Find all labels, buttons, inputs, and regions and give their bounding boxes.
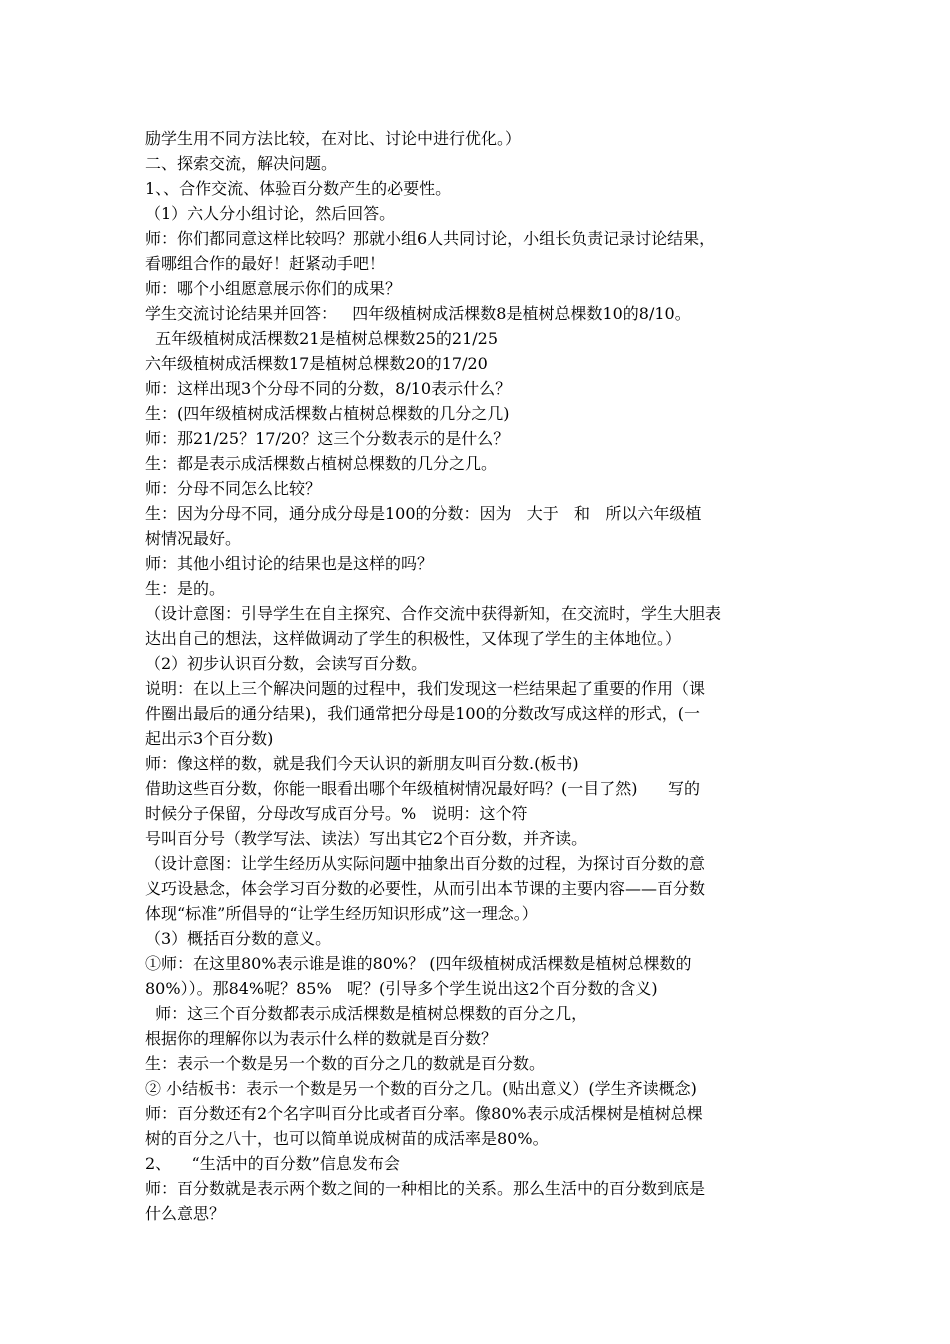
text-line: 什么意思？ xyxy=(145,1204,226,1223)
text-line: 师：分母不同怎么比较？ xyxy=(145,479,322,498)
text-line: （设计意图：引导学生在自主探究、合作交流中获得新知，在交流时，学生大胆表 xyxy=(145,604,722,623)
text-line: 树的百分之八十，也可以简单说成树苗的成活率是80%。 xyxy=(145,1129,549,1148)
text-line: 生：是的。 xyxy=(145,579,226,598)
text-line: 师：像这样的数，就是我们今天认识的新朋友叫百分数.(板书) xyxy=(145,754,579,773)
text-line: 生：表示一个数是另一个数的百分之几的数就是百分数。 xyxy=(145,1054,546,1073)
text-line: 师：那21/25？17/20？这三个分数表示的是什么？ xyxy=(145,429,510,448)
text-line: （设计意图：让学生经历从实际问题中抽象出百分数的过程，为探讨百分数的意 xyxy=(145,854,706,873)
text-line: 生：(四年级植树成活棵数占植树总棵数的几分之几) xyxy=(145,404,510,423)
text-line: 体现“标准”所倡导的“让学生经历知识形成”这一理念。） xyxy=(145,904,538,923)
text-line: 说明：在以上三个解决问题的过程中，我们发现这一栏结果起了重要的作用（课 xyxy=(145,679,706,698)
text-line: 师：哪个小组愿意展示你们的成果？ xyxy=(145,279,402,298)
text-line: 看哪组合作的最好！赶紧动手吧！ xyxy=(145,254,386,273)
text-line: 义巧设悬念，体会学习百分数的必要性，从而引出本节课的主要内容——百分数 xyxy=(145,879,706,898)
text-line: （3）概括百分数的意义。 xyxy=(145,929,332,948)
text-line: 师：这三个百分数都表示成活棵数是植树总棵数的百分之几， xyxy=(145,1004,588,1023)
text-line: 达出自己的想法，这样做调动了学生的积极性，又体现了学生的主体地位。） xyxy=(145,629,682,648)
text-line: 学生交流讨论结果并回答： 四年级植树成活棵数8是植树总棵数10的8/10。 xyxy=(145,304,691,323)
text-line: 五年级植树成活棵数21是植树总棵数25的21/25 xyxy=(145,329,499,348)
text-line: 六年级植树成活棵数17是植树总棵数20的17/20 xyxy=(145,354,488,373)
text-line: 生：都是表示成活棵数占植树总棵数的几分之几。 xyxy=(145,454,498,473)
text-line: 80%））。那84%呢？85% 呢？(引导多个学生说出这2个百分数的含义) xyxy=(145,979,658,998)
text-line: 1、、合作交流、体验百分数产生的必要性。 xyxy=(145,179,452,198)
text-line: 师：其他小组讨论的结果也是这样的吗？ xyxy=(145,554,434,573)
text-line: 二、探索交流，解决问题。 xyxy=(145,154,338,173)
text-line: 师：百分数还有2个名字叫百分比或者百分率。像80%表示成活棵树是植树总棵 xyxy=(145,1104,703,1123)
text-line: 树情况最好。 xyxy=(145,529,242,548)
text-line: 师：百分数就是表示两个数之间的一种相比的关系。那么生活中的百分数到底是 xyxy=(145,1179,706,1198)
text-line: 师：这样出现3个分母不同的分数，8/10表示什么？ xyxy=(145,379,512,398)
text-line: 起出示3个百分数) xyxy=(145,729,274,748)
text-line: ①师：在这里80%表示谁是谁的80%？ (四年级植树成活棵数是植树总棵数的 xyxy=(145,954,692,973)
text-line: 2、 “生活中的百分数”信息发布会 xyxy=(145,1154,400,1173)
document-body xyxy=(145,126,815,1226)
text-line: 借助这些百分数，你能一眼看出哪个年级植树情况最好吗？(一目了然) 写的 xyxy=(145,779,701,798)
text-line: 生：因为分母不同，通分成分母是100的分数：因为 大于 和 所以六年级植 xyxy=(145,504,702,523)
text-line: 师：你们都同意这样比较吗？那就小组6人共同讨论，小组长负责记录讨论结果， xyxy=(145,229,716,248)
text-line: 励学生用不同方法比较，在对比、讨论中进行优化。） xyxy=(145,129,522,148)
text-line: 时候分子保留，分母改写成百分号。% 说明：这个符 xyxy=(145,804,528,823)
text-line: 号叫百分号（教学写法、读法）写出其它2个百分数，并齐读。 xyxy=(145,829,588,848)
text-line: （1）六人分小组讨论，然后回答。 xyxy=(145,204,396,223)
text-line: ② 小结板书：表示一个数是另一个数的百分之几。(贴出意义）(学生齐读概念) xyxy=(145,1079,697,1098)
text-line: （2）初步认识百分数，会读写百分数。 xyxy=(145,654,428,673)
text-line: 件圈出最后的通分结果)，我们通常把分母是100的分数改写成这样的形式，(一 xyxy=(145,704,701,723)
text-line: 根据你的理解你以为表示什么样的数就是百分数？ xyxy=(145,1029,498,1048)
